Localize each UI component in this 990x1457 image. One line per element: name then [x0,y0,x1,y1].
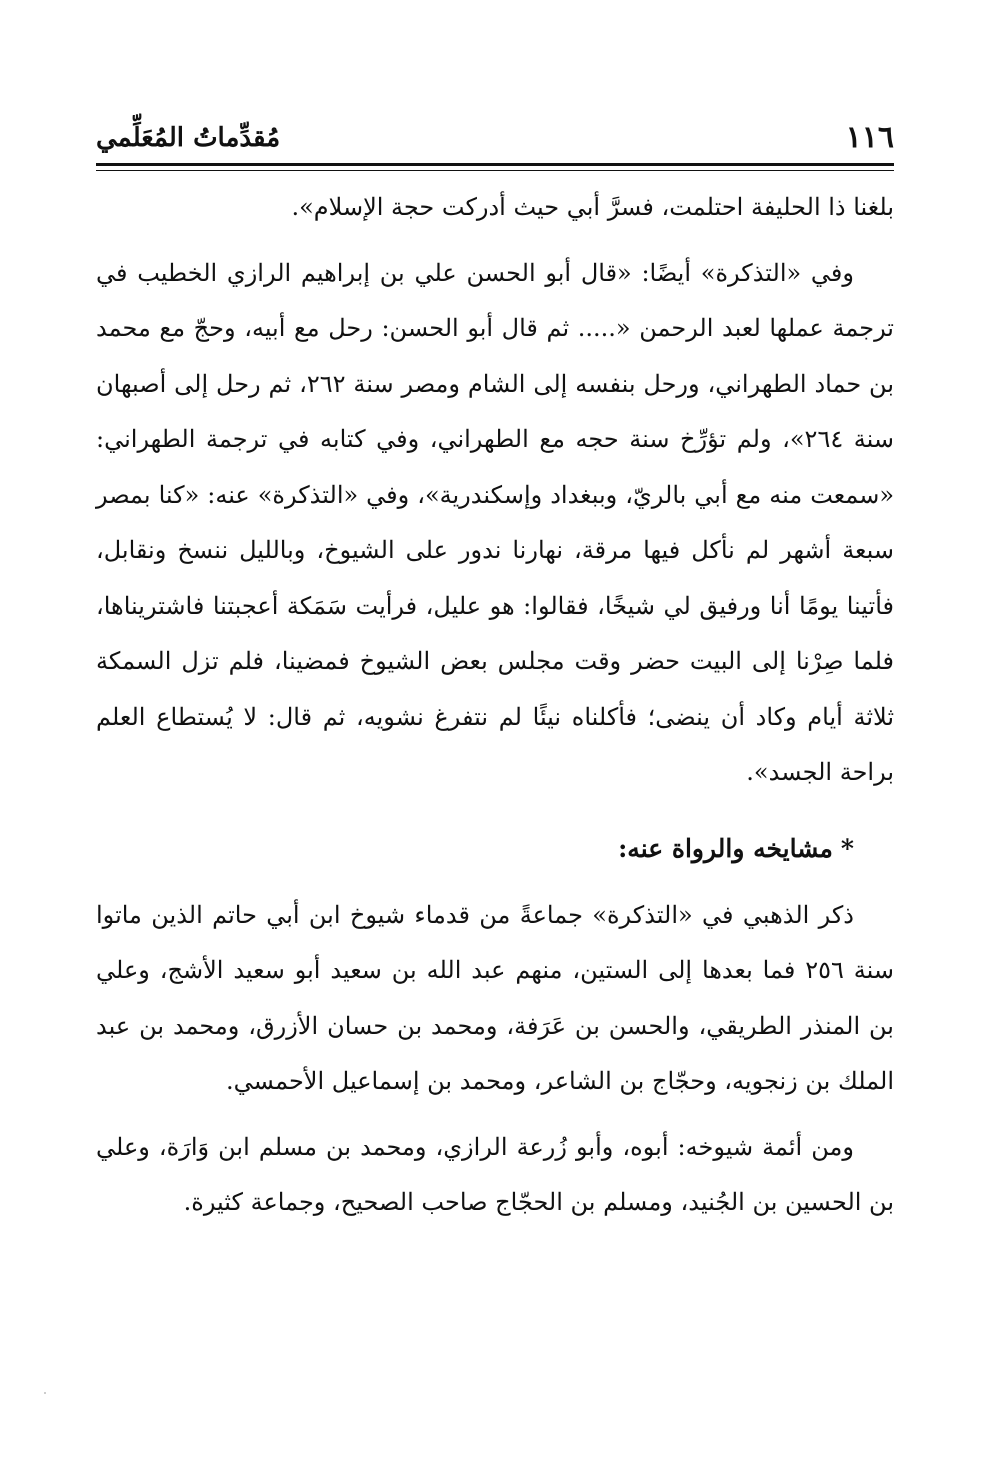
header-rule-thick [96,163,894,166]
paragraph-tadhkira-quote: وفي «التذكرة» أيضًا: «قال أبو الحسن علي بن إبراهيم الرازي الخطيب في ترجمة عملها لعبد الرحمن «..... ثم قال أبو الحسن: رحل مع أبيه، وحجّ مع محمد بن حماد الطهراني، ورحل بنفسه إلى الشام ومصر سنة ٢٦٢، ثم رحل إلى أصبهان سنة ٢٦٤»، ولم تؤرِّخ سنة حجه مع الطهراني، وفي كتابه في ترجمة الطهراني: «سمعت منه مع أبي بالريّ، وببغداد وإسكندرية»، وفي «التذكرة» عنه: «كنا بمصر سبعة أشهر لم نأكل فيها مرقة، نهارنا ندور على الشيوخ، وبالليل ننسخ ونقابل، فأتينا يومًا أنا ورفيق لي شيخًا، فقالوا: هو عليل، فرأيت سَمَكة أعجبتنا فاشتريناها، فلما صِرْنا إلى البيت حضر وقت مجلس بعض الشيوخ فمضينا، فلم تزل السمكة ثلاثة أيام وكاد أن ينضى؛ فأكلناه نيئًا لم نتفرغ نشويه، ثم قال: لا يُستطاع العلم براحة الجسد». [96,258,895,786]
asterisk-mark: * [840,833,854,863]
paragraph-continuation: بلغنا ذا الحليفة احتلمت، فسرَّ أبي حيث أدركت حجة الإسلام». [291,193,894,221]
page-number: ١١٦ [845,120,894,155]
page-body [96,180,894,1231]
running-title: مُقدِّماتُ المُعَلِّمي [96,123,281,153]
page-header [96,118,894,162]
section-heading-text: مشايخه والرواة عنه: [618,833,833,863]
paragraph-imams: ومن أئمة شيوخه: أبوه، وأبو زُرعة الرازي، ومحمد بن مسلم ابن وَارَة، وعلي بن الحسين بن الجُنيد، ومسلم بن الحجّاج صاحب الصحيح، وجماعة كثيرة. [96,1132,894,1216]
scan-speck [44,1392,46,1394]
paragraph-teachers: ذكر الذهبي في «التذكرة» جماعةً من قدماء شيوخ ابن أبي حاتم الذين ماتوا سنة ٢٥٦ فما بعدها إلى الستين، منهم عبد الله بن سعيد أبو سعيد الأشج، وعلي بن المنذر الطريقي، والحسن بن عَرَفة، ومحمد بن حسان الأزرق، ومحمد بن عبد الملك بن زنجويه، وحجّاج بن الشاعر، ومحمد بن إسماعيل الأحمسي. [96,900,894,1095]
header-rule-thin [96,170,894,171]
section-heading [96,821,894,876]
